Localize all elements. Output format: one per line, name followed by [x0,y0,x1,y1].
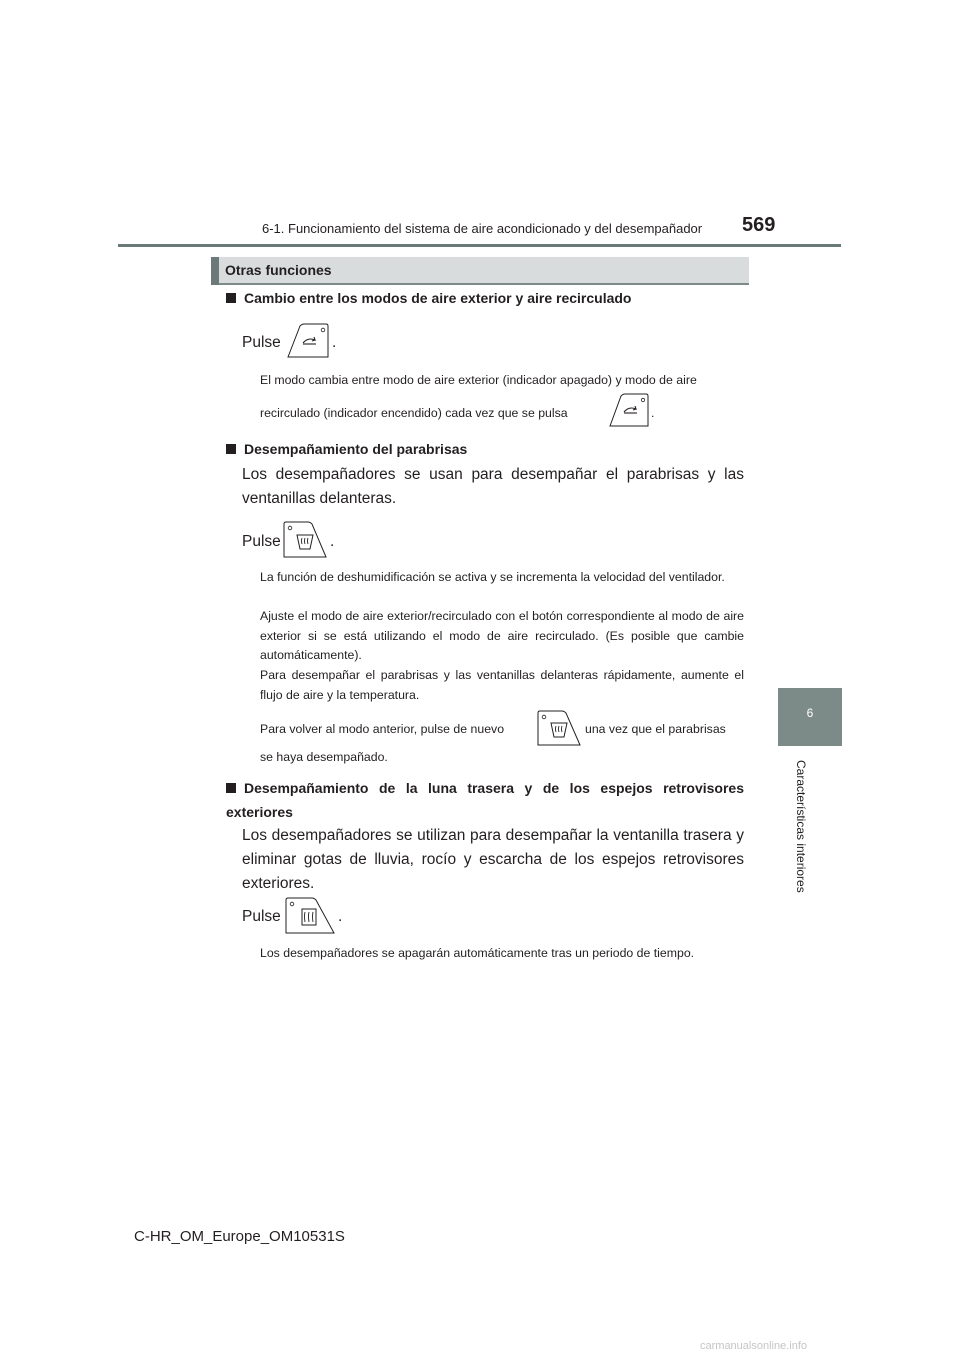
windshield-body: Los desempañadores se usan para desempañar el parabrisas y las ventanillas delanteras. [242,466,744,507]
front-defogger-button-icon [536,710,582,748]
heading-windshield: Desempañamiento del parabrisas [226,441,467,457]
period: . [332,334,337,351]
front-defogger-button-icon [282,521,328,561]
chapter-title: 6-1. Funcionamiento del sistema de aire acondicionado y del desempañador [262,221,703,236]
press-label: Pulse [242,533,281,550]
note-recirculation-line1: El modo cambia entre modo de aire exterior (indicador apagado) y modo de aire [260,373,697,387]
period: . [338,908,343,925]
section-accent [211,257,219,285]
note-windshield-1: La función de deshumidificación se activa y se incrementa la velocidad del ventilador. [260,570,725,584]
period: . [330,533,335,550]
watermark: carmanualsonline.info [700,1340,808,1352]
note-windshield-4-end: se haya desempañado. [260,750,388,764]
section-title: Otras funciones [225,262,332,278]
bullet-square-icon [226,293,236,303]
press-label: Pulse [242,908,281,925]
heading-recirculation: Cambio entre los modos de aire exterior y aire recirculado [226,290,631,306]
note-rear: Los desempañadores se apagarán automáticamente tras un periodo de tiempo. [260,946,695,960]
heading-rear: Desempañamiento de la luna trasera y de los espejos retrovisores exteriores [226,780,744,820]
press-label: Pulse [242,334,281,351]
recirculation-button-icon [606,393,650,429]
note-windshield-2: Ajuste el modo de aire exterior/recirculado con el botón correspondiente al modo de aire exterior si se está utilizando el modo de aire recirculado. (Es posible que cambie automáticamente). [260,609,744,662]
bullet-square-icon [226,444,236,454]
period: . [651,406,655,420]
header-rule [118,244,841,247]
bullet-square-icon [226,783,236,793]
recirculation-button-icon [284,323,330,361]
document-code: C-HR_OM_Europe_OM10531S [134,1228,345,1245]
chapter-tab-number: 6 [806,706,814,720]
note-windshield-4-post: una vez que el parabrisas [585,722,726,736]
rear-body: Los desempañadores se utilizan para desempañar la ventanilla trasera y eliminar gotas de lluvia, rocío y escarcha de los espejos retrovisores exteriores. [242,827,744,892]
note-windshield-4-pre: Para volver al modo anterior, pulse de nuevo [260,722,505,736]
note-windshield-3: Para desempañar el parabrisas y las ventanillas delanteras rápidamente, aumente el flujo de aire y la temperatura. [260,668,744,702]
chapter-tab [778,688,842,746]
chapter-tab-label: Características interiores [794,760,808,893]
note-recirculation-line2: recirculado (indicador encendido) cada vez que se pulsa [260,406,568,420]
page-number: 569 [742,214,776,236]
section-header [211,257,749,285]
rear-defogger-button-icon [284,897,336,937]
